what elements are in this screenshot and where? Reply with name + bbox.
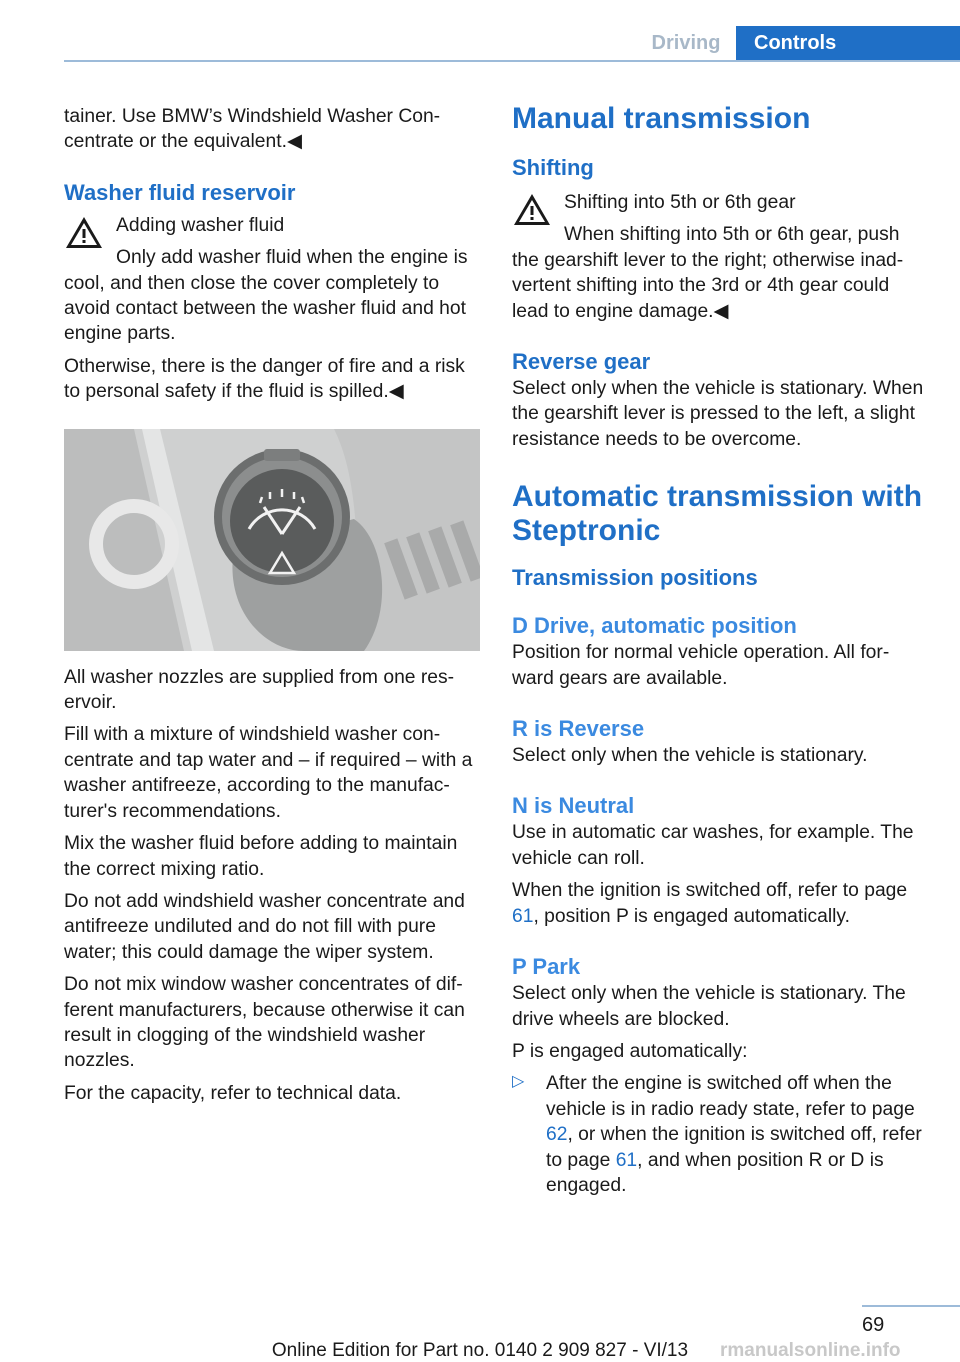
- d-drive-heading: D Drive, automatic position: [512, 613, 797, 639]
- p-park-heading: P Park: [512, 954, 581, 980]
- warning-triangle-icon: [64, 215, 104, 251]
- reverse-gear-body: Select only when the vehicle is stationary. When the gearshift lever is pressed to the left, a slight resistance needs to be overcome.: [512, 378, 924, 450]
- reverse-gear-heading: Reverse gear: [512, 349, 651, 375]
- warning-triangle-icon: [512, 192, 552, 228]
- automatic-transmission-heading: Automatic transmission with Steptronic: [512, 480, 923, 548]
- shifting-heading: Shifting: [512, 155, 594, 180]
- edition-text: Online Edition for Part no. 0140 2 909 827 - VI/13: [271, 1340, 689, 1361]
- page-link-61[interactable]: 61: [512, 905, 534, 927]
- shifting-warning-body: When shifting into 5th or 6th gear, push the gearshift lever to the right; otherwise inad‐vertent shifting into the 3rd or 4th gear could lead to engine damage.◀: [512, 224, 904, 322]
- warning-block-washer: [64, 213, 482, 405]
- bullet-triangle-icon: ▷: [512, 1073, 525, 1091]
- header-tab-controls: Controls: [736, 26, 960, 62]
- r-reverse-heading: R is Reverse: [512, 716, 645, 742]
- shifting-warning-title: Shifting into 5th or 6th gear: [564, 192, 796, 213]
- header-rule: [64, 60, 960, 62]
- intro-text: tainer. Use BMW’s Windshield Washer Con‐centrate or the equivalent.◀: [64, 106, 441, 153]
- list-item: [512, 1071, 930, 1198]
- page-link-62[interactable]: 62: [546, 1124, 568, 1146]
- para-mix-before: Mix the washer fluid before adding to maintain the correct mixing ratio.: [64, 833, 458, 880]
- n-neutral-heading: N is Neutral: [512, 793, 635, 819]
- warning-body-2: Otherwise, there is the danger of fire and a risk to personal safety if the fluid is spilled.◀: [64, 355, 465, 403]
- transmission-positions-heading: Transmission positions: [512, 565, 758, 591]
- footer-rule: [862, 1305, 960, 1307]
- left-column: [64, 104, 482, 1106]
- washer-reservoir-photo: [64, 429, 480, 651]
- para-nozzles: All washer nozzles are supplied from one res‐ervoir.: [64, 666, 455, 714]
- right-column: [512, 104, 930, 1198]
- manual-transmission-heading: Manual transmission: [512, 102, 811, 135]
- para-capacity: For the capacity, refer to technical data.: [64, 1082, 402, 1104]
- warning-body: Only add washer fluid when the engine is cool, and then close the cover completely to avoid contact between the washer fluid and hot engine parts.: [64, 247, 468, 345]
- bullet-text: After the engine is switched off when the vehicle is in radio ready state, refer to page 62, or when the ignition is switched off, refer to page 61, and when position R or D is engaged.: [546, 1073, 922, 1196]
- para-different-manufacturers: Do not mix window washer concentrates of dif‐ferent manufacturers, because otherwise it can result in clogging of the windshield washer nozzles.: [64, 974, 465, 1072]
- d-drive-body: Position for normal vehicle operation. All for‐ward gears are available.: [512, 642, 890, 689]
- n-neutral-body-2: When the ignition is switched off, refer to page 61, position P is engaged automatically.: [512, 880, 908, 927]
- para-undiluted: Do not add windshield washer concentrate and antifreeze undiluted and do not fill with pure water; this could damage the wiper system.: [64, 890, 465, 963]
- warning-title: Adding washer fluid: [116, 214, 285, 236]
- page-number: 69: [862, 1314, 885, 1336]
- header-tab-driving: Driving: [651, 32, 721, 54]
- r-reverse-body: Select only when the vehicle is stationary.: [512, 745, 868, 767]
- page-link-61[interactable]: 61: [615, 1149, 638, 1171]
- watermark: rmanualsonline.info: [720, 1340, 901, 1361]
- para-mixture: Fill with a mixture of windshield washer con‐centrate and tap water and – if required – with a washer antifreeze, according to the manufac‐turer's recommendations.: [64, 724, 473, 822]
- warning-block-shifting: [512, 190, 930, 324]
- p-park-body: Select only when the vehicle is stationary. The drive wheels are blocked.: [512, 983, 906, 1030]
- p-park-body-2: P is engaged automatically:: [512, 1040, 748, 1062]
- n-neutral-body: Use in automatic car washes, for example. The vehicle can roll.: [512, 822, 914, 869]
- washer-reservoir-heading: Washer fluid reservoir: [64, 179, 296, 205]
